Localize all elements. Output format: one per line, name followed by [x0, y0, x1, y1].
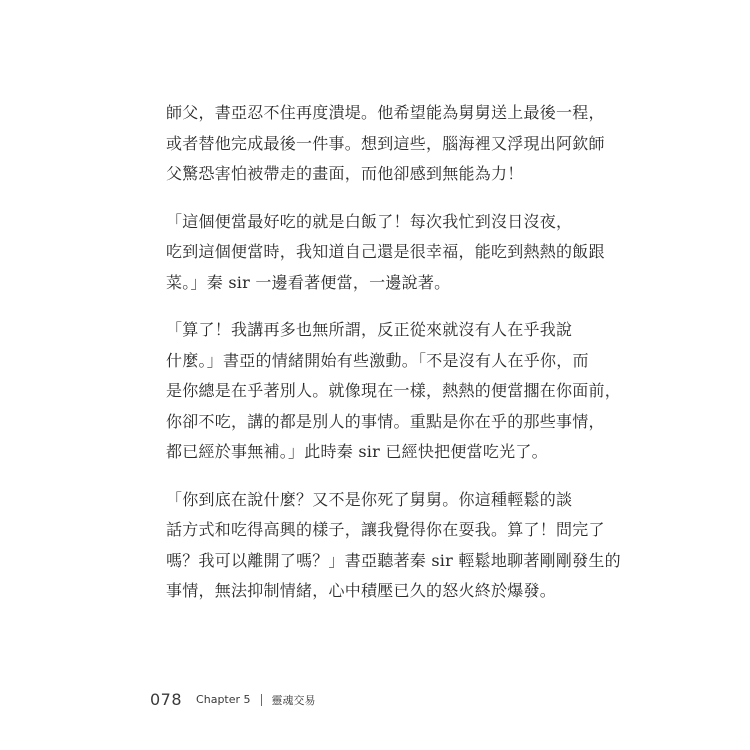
text-line: 「你到底在說什麼？又不是你死了舅舅。你這種輕鬆的談 [166, 489, 573, 509]
text-line: 是你總是在乎著別人。就像現在一樣，熱熱的便當擱在你面前， [166, 381, 622, 400]
text-line: 嗎？我可以離開了嗎？」書亞聽著秦 sir 輕鬆地聊著剛剛發生的 [166, 550, 621, 570]
chapter-title: 靈魂交易 [271, 693, 316, 707]
page-footer [150, 690, 316, 709]
chapter-label: Chapter 5 [196, 693, 251, 706]
text-line: 師父，書亞忍不住再度潰堤。他希望能為舅舅送上最後一程， [166, 103, 605, 122]
paragraph-3 [166, 315, 622, 468]
text-line: 什麼。」書亞的情緒開始有些激動。「不是沒有人在乎你，而 [166, 350, 589, 370]
text-line: 「算了！我講再多也無所謂，反正從來就沒有人在乎我說 [166, 320, 573, 339]
paragraph-2 [166, 207, 605, 299]
text-line: 「這個便當最好吃的就是白飯了！每次我忙到沒日沒夜， [166, 211, 573, 231]
body-text [166, 98, 622, 624]
text-line: 你卻不吃，講的都是別人的事情。重點是你在乎的那些事情， [166, 411, 605, 431]
text-line: 都已經於事無補。」此時秦 sir 已經快把便當吃光了。 [166, 442, 548, 461]
text-line: 父驚恐害怕被帶走的畫面，而他卻感到無能為力！ [166, 164, 524, 183]
text-line: 話方式和吃得高興的樣子，讓我覺得你在耍我。算了！問完了 [166, 520, 605, 539]
text-line: 或者替他完成最後一件事。想到這些，腦海裡又浮現出阿欽師 [166, 133, 605, 153]
footer-divider [261, 694, 262, 706]
page-number: 078 [150, 690, 183, 709]
paragraph-4 [166, 485, 621, 607]
text-line: 事情，無法抑制情緒，心中積壓已久的怒火終於爆發。 [166, 581, 557, 600]
text-line: 菜。」秦 sir 一邊看著便當，一邊說著。 [166, 272, 451, 292]
text-line: 吃到這個便當時，我知道自己還是很幸福，能吃到熱熱的飯跟 [166, 242, 605, 261]
paragraph-1 [166, 98, 605, 190]
